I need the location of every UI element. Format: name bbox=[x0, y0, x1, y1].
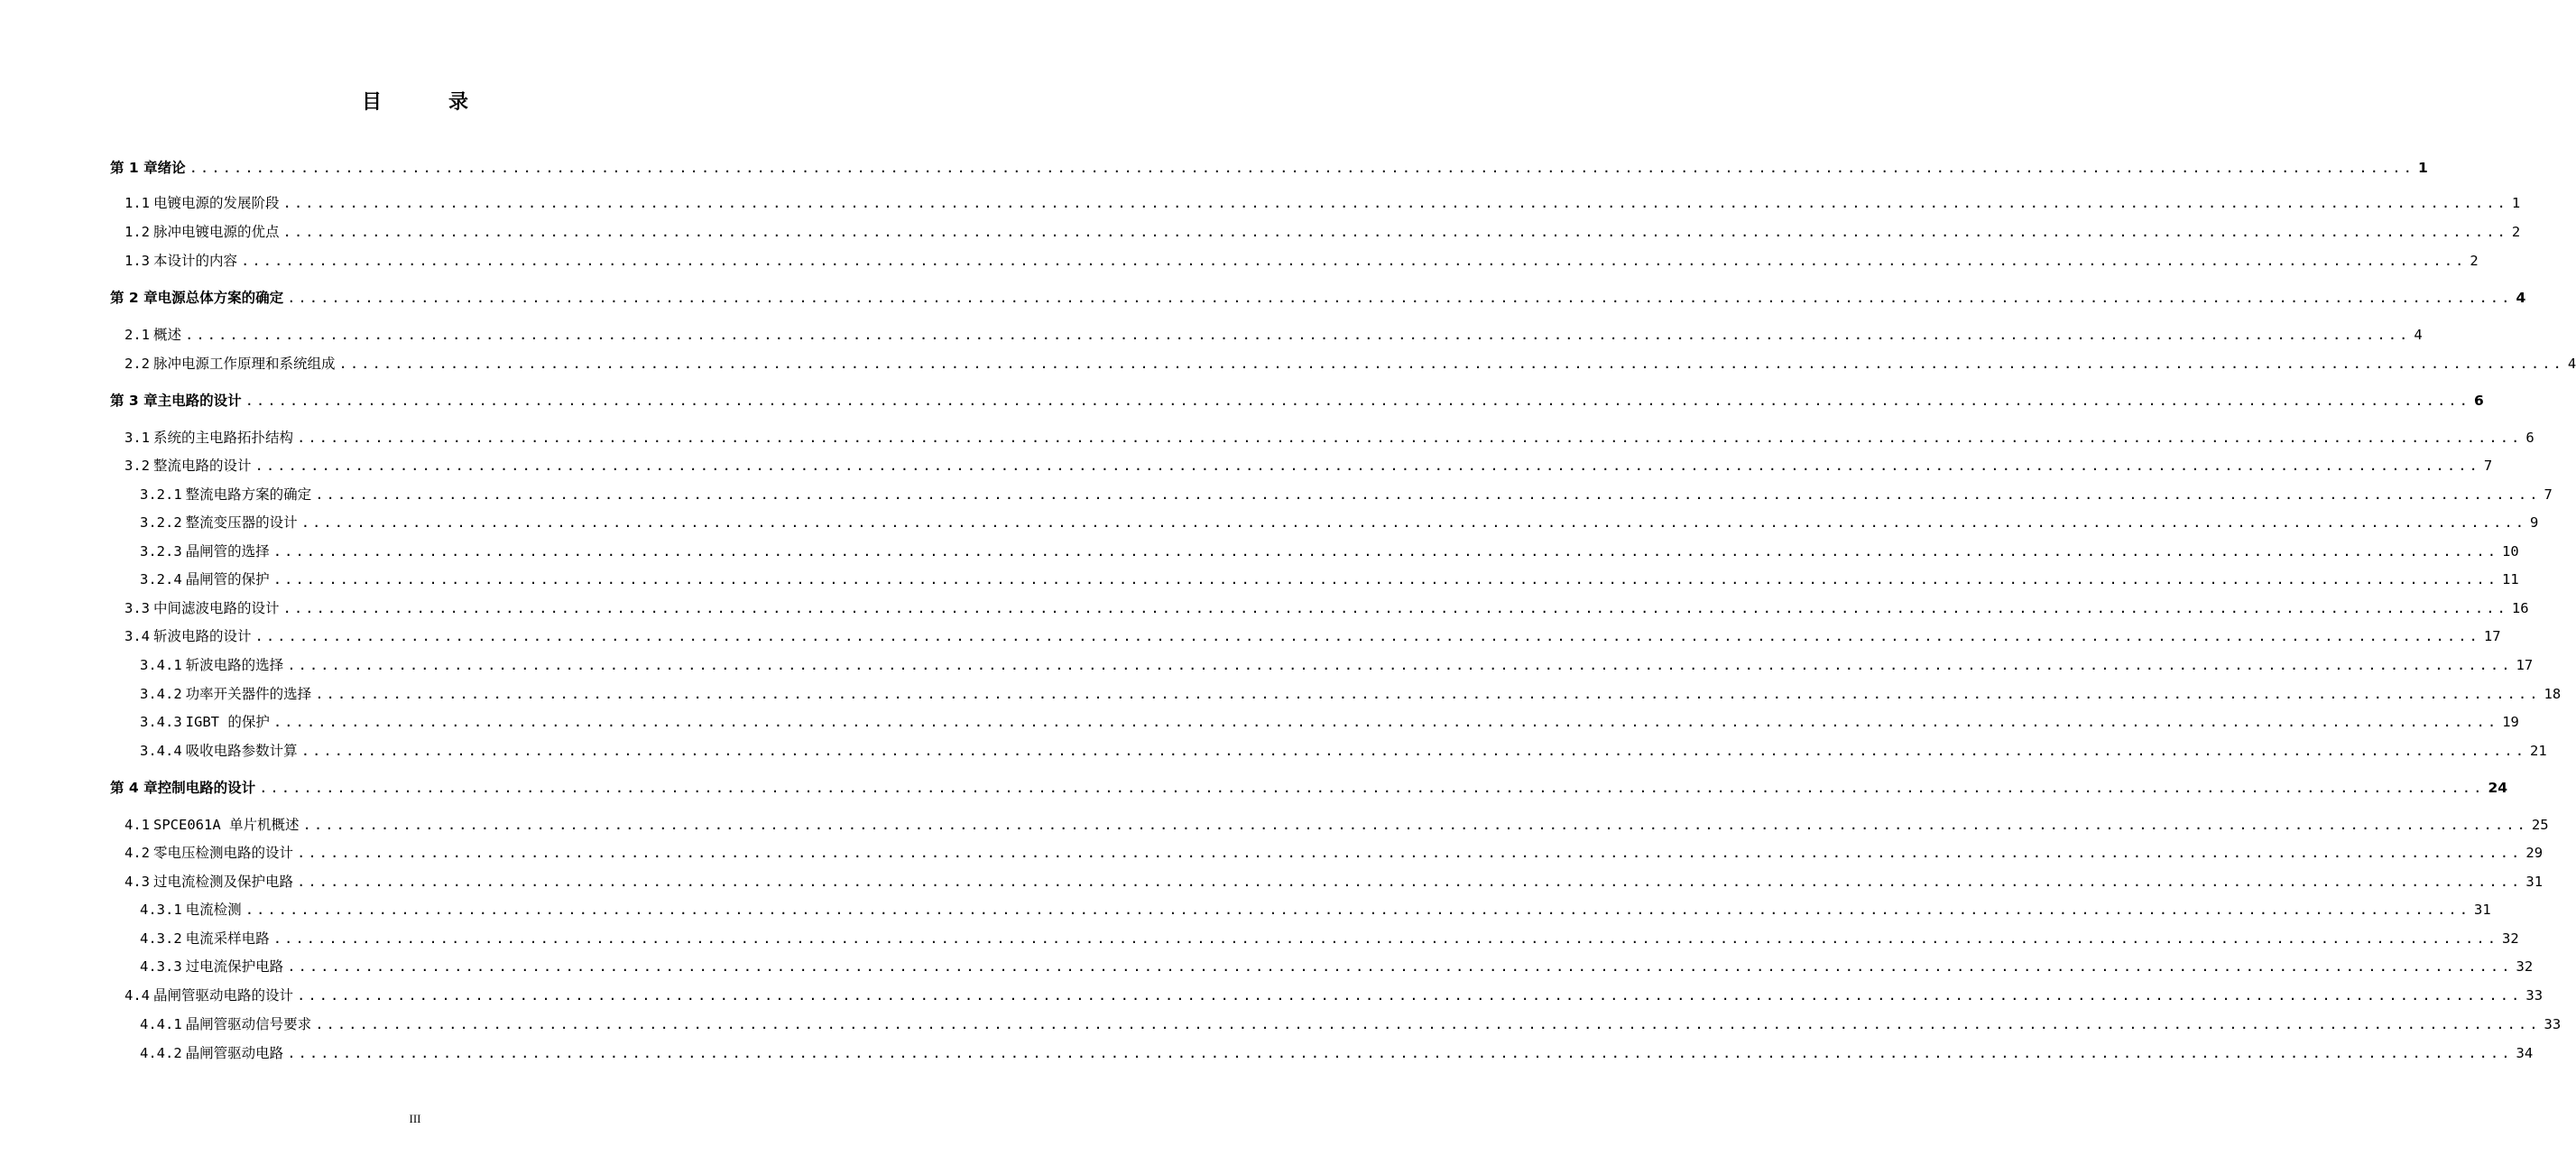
toc-entry[interactable] bbox=[140, 513, 2539, 532]
toc-entry-page: 7 bbox=[2544, 486, 2553, 503]
toc-entry-title: 晶闸管的保护 bbox=[185, 571, 270, 588]
toc-entry-page: 18 bbox=[2544, 686, 2562, 702]
toc-entry[interactable] bbox=[110, 392, 2484, 410]
toc-entry-title: IGBT 的保护 bbox=[185, 714, 270, 730]
toc-entry-number: 1.1 bbox=[125, 195, 150, 211]
toc-entry-title: 斩波电路的选择 bbox=[185, 657, 284, 673]
toc-entry-number: 4.4.1 bbox=[140, 1016, 182, 1032]
toc-entry[interactable] bbox=[125, 326, 2423, 344]
toc-dot-leader: ........................................................................................................................................................................................................ bbox=[302, 817, 2528, 833]
toc-dot-leader: ........................................................................................................................................................................................................ bbox=[315, 686, 2541, 702]
toc-entry-number: 第 2 章 bbox=[110, 290, 158, 306]
toc-entry[interactable] bbox=[140, 685, 2562, 703]
toc-dot-leader: ........................................................................................................................................................................................................ bbox=[297, 987, 2523, 1004]
toc-entry-page: 25 bbox=[2531, 817, 2549, 833]
toc-entry-number: 4.3 bbox=[125, 874, 150, 890]
toc-entry-title: 斩波电路的设计 bbox=[153, 628, 252, 644]
toc-entry[interactable] bbox=[125, 355, 2576, 373]
toc-entry-title: 电镀电源的发展阶段 bbox=[153, 195, 280, 211]
toc-entry[interactable] bbox=[125, 844, 2544, 862]
toc-entry[interactable] bbox=[140, 570, 2519, 588]
toc-entry[interactable] bbox=[140, 656, 2534, 674]
toc-entry-number: 3.2.3 bbox=[140, 543, 182, 560]
toc-entry-page: 9 bbox=[2530, 514, 2539, 531]
toc-entry-page: 31 bbox=[2474, 902, 2491, 918]
toc-entry-title: 中间滤波电路的设计 bbox=[153, 600, 280, 616]
toc-entry-page: 24 bbox=[2488, 780, 2508, 796]
toc-entry[interactable] bbox=[125, 223, 2521, 241]
toc-entry[interactable] bbox=[125, 873, 2544, 891]
toc-dot-leader: ........................................................................................................................................................................................................ bbox=[287, 1045, 2513, 1061]
toc-entry-title: 脉冲电源工作原理和系统组成 bbox=[153, 356, 336, 372]
toc-dot-leader: ........................................................................................................................................................................................................ bbox=[272, 571, 2499, 588]
toc-entry-page: 10 bbox=[2502, 543, 2519, 560]
toc-entry-page: 32 bbox=[2502, 930, 2519, 947]
toc-dot-leader: ........................................................................................................................................................................................................ bbox=[287, 657, 2513, 673]
toc-entry-number: 2.2 bbox=[125, 356, 150, 372]
toc-entry-number: 4.3.3 bbox=[140, 958, 182, 975]
toc-entry-page: 33 bbox=[2525, 987, 2544, 1004]
toc-dot-leader: ........................................................................................................................................................................................................ bbox=[185, 327, 2411, 343]
toc-entry-title: 晶闸管驱动电路的设计 bbox=[153, 987, 294, 1004]
toc-dot-leader: ........................................................................................................................................................................................................ bbox=[287, 290, 2513, 306]
toc-entry[interactable] bbox=[140, 542, 2519, 560]
toc-dot-leader: ........................................................................................................................................................................................................ bbox=[272, 930, 2499, 947]
toc-entry[interactable] bbox=[125, 252, 2479, 270]
toc-entry-title: 整流变压器的设计 bbox=[185, 514, 298, 531]
toc-dot-leader: ........................................................................................................................................................................................................ bbox=[282, 195, 2508, 211]
toc-entry-number: 4.1 bbox=[125, 817, 150, 833]
toc-entry-page: 33 bbox=[2544, 1016, 2562, 1032]
toc-entry[interactable] bbox=[110, 289, 2526, 307]
toc-dot-leader: ........................................................................................................................................................................................................ bbox=[300, 514, 2527, 531]
toc-dot-leader: ........................................................................................................................................................................................................ bbox=[241, 253, 2467, 269]
toc-entry-title: 本设计的内容 bbox=[153, 253, 238, 269]
toc-entry-page: 21 bbox=[2530, 743, 2547, 759]
toc-entry-title: 控制电路的设计 bbox=[157, 780, 256, 796]
toc-entry[interactable] bbox=[125, 816, 2549, 834]
toc-entry-title: 功率开关器件的选择 bbox=[185, 686, 312, 702]
toc-entry-title: 脉冲电镀电源的优点 bbox=[153, 224, 280, 240]
toc-entry-title: 电流采样电路 bbox=[185, 930, 270, 947]
toc-entry-page: 31 bbox=[2525, 874, 2544, 890]
toc-entry-number: 3.4.3 bbox=[140, 714, 182, 730]
toc-dot-leader: ........................................................................................................................................................................................................ bbox=[287, 958, 2513, 975]
toc-entry-page: 1 bbox=[2511, 195, 2521, 211]
toc-entry-number: 1.2 bbox=[125, 224, 150, 240]
toc-entry-title: SPCE061A 单片机概述 bbox=[153, 817, 300, 833]
toc-entry-page: 16 bbox=[2511, 600, 2529, 616]
toc-entry[interactable] bbox=[110, 779, 2508, 797]
toc-entry[interactable] bbox=[140, 742, 2547, 760]
toc-entry-title: 晶闸管驱动电路 bbox=[185, 1045, 284, 1061]
toc-entry[interactable] bbox=[110, 159, 2428, 177]
toc-entry[interactable] bbox=[140, 1015, 2562, 1033]
toc-entry-page: 7 bbox=[2483, 458, 2493, 474]
toc-entry[interactable] bbox=[125, 457, 2493, 475]
toc-entry[interactable] bbox=[140, 901, 2491, 919]
toc-entry-number: 第 1 章 bbox=[110, 160, 158, 176]
toc-entry-title: 整流电路方案的确定 bbox=[185, 486, 312, 503]
toc-entry-title: 晶闸管的选择 bbox=[185, 543, 270, 560]
toc-entry-number: 4.3.1 bbox=[140, 902, 182, 918]
toc-entry-title: 电源总体方案的确定 bbox=[157, 290, 284, 306]
toc-dot-leader: ........................................................................................................................................................................................................ bbox=[282, 600, 2508, 616]
toc-entry-number: 4.4 bbox=[125, 987, 150, 1004]
toc-entry-title: 晶闸管驱动信号要求 bbox=[185, 1016, 312, 1032]
toc-entry-page: 19 bbox=[2502, 714, 2519, 730]
toc-entry[interactable] bbox=[140, 486, 2553, 504]
toc-entry-title: 绪论 bbox=[157, 160, 186, 176]
toc-entry-number: 4.2 bbox=[125, 845, 150, 861]
page-title: 目 录 bbox=[361, 91, 492, 114]
toc-entry[interactable] bbox=[140, 930, 2519, 948]
toc-entry-title: 过电流检测及保护电路 bbox=[153, 874, 294, 890]
toc-entry-number: 3.2 bbox=[125, 458, 150, 474]
toc-entry-number: 第 3 章 bbox=[110, 393, 158, 409]
toc-entry-page: 34 bbox=[2516, 1045, 2534, 1061]
toc-entry-number: 3.2.4 bbox=[140, 571, 182, 588]
toc-entry-page: 17 bbox=[2483, 628, 2501, 644]
toc-entry-number: 第 4 章 bbox=[110, 780, 158, 796]
toc-entry-page: 2 bbox=[2511, 224, 2521, 240]
toc-dot-leader: ........................................................................................................................................................................................................ bbox=[245, 393, 2470, 409]
toc-entry-page: 2 bbox=[2470, 253, 2479, 269]
toc-dot-leader: ........................................................................................................................................................................................................ bbox=[338, 356, 2564, 372]
toc-dot-leader: ........................................................................................................................................................................................................ bbox=[315, 486, 2541, 503]
toc-entry-page: 6 bbox=[2473, 393, 2484, 409]
toc-entry[interactable] bbox=[125, 599, 2529, 617]
toc-entry-page: 32 bbox=[2516, 958, 2534, 975]
toc-entry-number: 3.4 bbox=[125, 628, 150, 644]
toc-entry-number: 3.4.1 bbox=[140, 657, 182, 673]
toc-entry[interactable] bbox=[125, 986, 2544, 1004]
toc-entry[interactable] bbox=[125, 194, 2521, 212]
toc-dot-leader: ........................................................................................................................................................................................................ bbox=[315, 1016, 2541, 1032]
toc-entry-number: 1.3 bbox=[125, 253, 150, 269]
toc-entry-number: 3.4.4 bbox=[140, 743, 182, 759]
toc-entry-title: 主电路的设计 bbox=[157, 393, 242, 409]
toc-entry-number: 2.1 bbox=[125, 327, 150, 343]
toc-entry-title: 电流检测 bbox=[185, 902, 242, 918]
toc-dot-leader: ........................................................................................................................................................................................................ bbox=[272, 714, 2499, 730]
toc-entry[interactable] bbox=[125, 627, 2501, 645]
toc-entry-number: 3.2.1 bbox=[140, 486, 182, 503]
toc-entry-page: 4 bbox=[2516, 290, 2526, 306]
toc-entry-title: 概述 bbox=[153, 327, 182, 343]
toc-entry-title: 整流电路的设计 bbox=[153, 458, 252, 474]
toc-entry-number: 3.2.2 bbox=[140, 514, 182, 531]
toc-dot-leader: ........................................................................................................................................................................................................ bbox=[297, 430, 2523, 446]
toc-dot-leader: ........................................................................................................................................................................................................ bbox=[272, 543, 2499, 560]
toc-entry-page: 6 bbox=[2525, 430, 2534, 446]
toc-entry-number: 4.3.2 bbox=[140, 930, 182, 947]
toc-entry-title: 系统的主电路拓扑结构 bbox=[153, 430, 294, 446]
toc-entry-page: 4 bbox=[2414, 327, 2423, 343]
toc-entry-page: 29 bbox=[2525, 845, 2544, 861]
toc-entry-number: 4.4.2 bbox=[140, 1045, 182, 1061]
toc-entry-title: 过电流保护电路 bbox=[185, 958, 284, 975]
toc-dot-leader: ........................................................................................................................................................................................................ bbox=[297, 874, 2523, 890]
toc-dot-leader: ........................................................................................................................................................................................................ bbox=[254, 628, 2480, 644]
toc-entry[interactable] bbox=[140, 958, 2534, 976]
toc-dot-leader: ........................................................................................................................................................................................................ bbox=[259, 780, 2485, 796]
toc-dot-leader: ........................................................................................................................................................................................................ bbox=[189, 160, 2414, 176]
toc-entry-page: 4 bbox=[2567, 356, 2576, 372]
page-number: III bbox=[409, 1112, 421, 1125]
toc-entry[interactable] bbox=[140, 1044, 2534, 1062]
toc-entry-number: 3.3 bbox=[125, 600, 150, 616]
toc-dot-leader: ........................................................................................................................................................................................................ bbox=[297, 845, 2523, 861]
toc-entry-number: 3.4.2 bbox=[140, 686, 182, 702]
toc-entry-title: 吸收电路参数计算 bbox=[185, 743, 298, 759]
toc-entry[interactable] bbox=[125, 429, 2534, 447]
toc-entry-page: 17 bbox=[2516, 657, 2534, 673]
toc-entry[interactable] bbox=[140, 713, 2519, 731]
toc-entry-title: 零电压检测电路的设计 bbox=[153, 845, 294, 861]
toc-entry-page: 1 bbox=[2417, 160, 2428, 176]
toc-entry-number: 3.1 bbox=[125, 430, 150, 446]
toc-dot-leader: ........................................................................................................................................................................................................ bbox=[300, 743, 2527, 759]
toc-dot-leader: ........................................................................................................................................................................................................ bbox=[245, 902, 2471, 918]
toc-entry-page: 11 bbox=[2502, 571, 2519, 588]
toc-dot-leader: ........................................................................................................................................................................................................ bbox=[282, 224, 2508, 240]
toc-dot-leader: ........................................................................................................................................................................................................ bbox=[254, 458, 2480, 474]
